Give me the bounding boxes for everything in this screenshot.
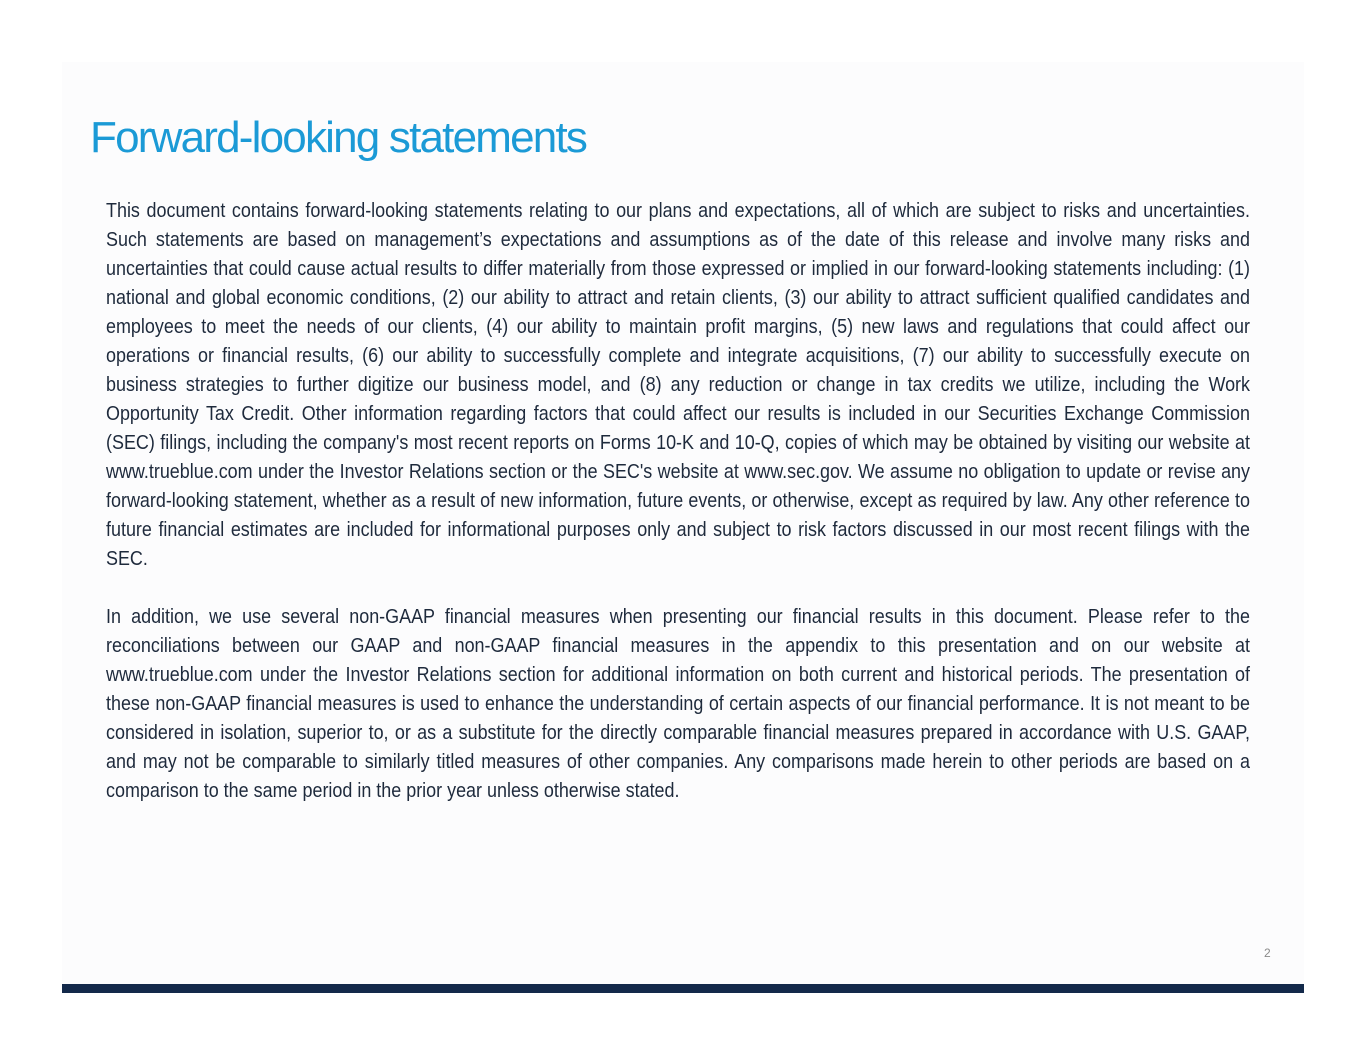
non-gaap-paragraph: In addition, we use several non-GAAP financial measures when presenting our financial results in this document. Please refer to the reconciliations between our GAAP and non-GAAP financial measures in the appendix to this presentation and on our website at www.trueblue.com under the Investor Relations section for additional information on both current and historical periods. The presentation of these non-GAAP financial measures is used to enhance the understanding of certain aspects of our financial performance. It is not meant to be considered in isolation, superior to, or as a substitute for the directly comparable financial measures prepared in accordance with U.S. GAAP, and may not be comparable to similarly titled measures of other companies. Any comparisons made herein to other periods are based on a comparison to the same period in the prior year unless otherwise stated.	[106, 606, 1250, 802]
slide-title: Forward-looking statements	[90, 113, 587, 162]
footer-bar	[62, 984, 1304, 993]
slide-body	[106, 197, 1250, 835]
page-number: 2	[1264, 946, 1271, 960]
forward-looking-paragraph: This document contains forward-looking statements relating to our plans and expectations, all of which are subject to risks and uncertainties. Such statements are based on management’s expectations and assumptions as of the date of this release and involve many risks and uncertainties that could cause actual results to differ materially from those expressed or implied in our forward-looking statements including: (1) national and global economic conditions, (2) our ability to attract and retain clients, (3) our ability to attract sufficient qualified candidates and employees to meet the needs of our clients, (4) our ability to maintain profit margins, (5) new laws and regulations that could affect our operations or financial results, (6) our ability to successfully complete and integrate acquisitions, (7) our ability to successfully execute on business strategies to further digitize our business model, and (8) any reduction or change in tax credits we utilize, including the Work Opportunity Tax Credit. Other information regarding factors that could affect our results is included in our Securities Exchange Commission (SEC) filings, including the company's most recent reports on Forms 10-K and 10-Q, copies of which may be obtained by visiting our website at www.trueblue.com under the Investor Relations section or the SEC's website at www.sec.gov. We assume no obligation to update or revise any forward-looking statement, whether as a result of new information, future events, or otherwise, except as required by law. Any other reference to future financial estimates are included for informational purposes only and subject to risk factors discussed in our most recent filings with the SEC.	[106, 200, 1250, 570]
